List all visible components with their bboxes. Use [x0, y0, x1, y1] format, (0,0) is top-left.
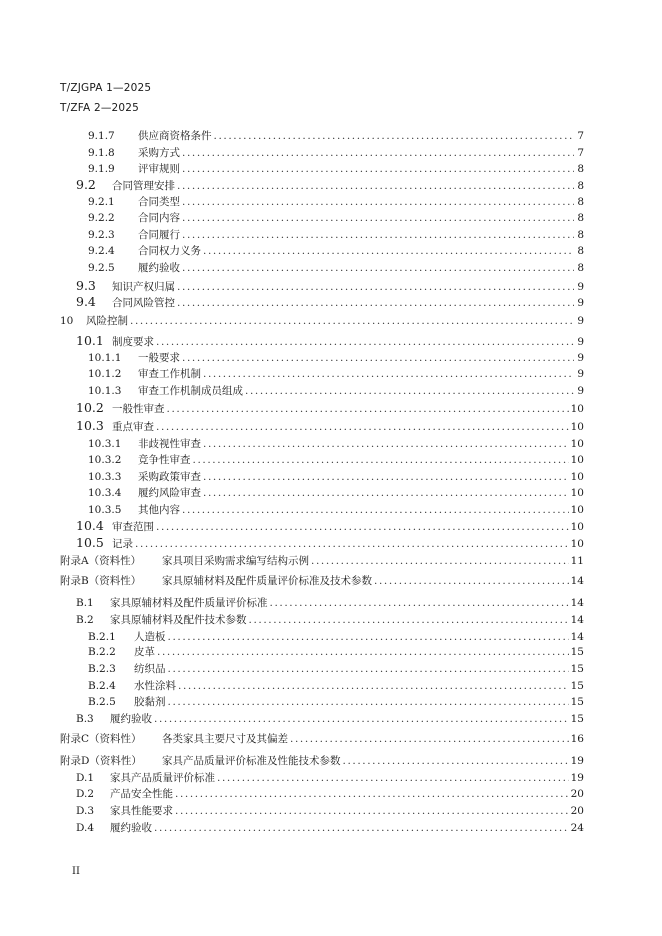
toc-entry-number: 9.2.5: [88, 262, 115, 274]
toc-entry-number: B.2.5: [88, 696, 116, 708]
toc-entry-title: 采购政策审查: [138, 471, 201, 483]
toc-entry[interactable]: [60, 314, 584, 328]
toc-entry-title: 纺织品: [134, 663, 166, 675]
toc-entry-number: B.2.1: [88, 631, 116, 643]
toc-entry[interactable]: [76, 279, 584, 293]
toc-entry[interactable]: [88, 261, 584, 275]
toc-entry-title: 履约验收: [110, 713, 152, 725]
toc-entry[interactable]: [88, 453, 584, 467]
toc-entry-number: 9.1.9: [88, 163, 115, 175]
toc-dot-leader: [156, 335, 574, 349]
toc-entry[interactable]: [76, 536, 584, 550]
toc-entry-title: 家具产品质量评价标准: [110, 772, 215, 784]
toc-entry-title: 一般要求: [138, 352, 180, 364]
toc-dot-leader: [177, 280, 574, 294]
toc-entry-page: 19: [570, 755, 584, 767]
toc-entry-page: 7: [577, 130, 584, 142]
toc-entry-title: 审查工作机制成员组成: [138, 385, 243, 397]
toc-entry-number: 9.2.3: [88, 229, 115, 241]
toc-dot-leader: [182, 146, 574, 160]
toc-entry-title: 家具原辅材料及配件质量评价标准: [110, 597, 268, 609]
toc-entry[interactable]: [76, 295, 584, 309]
toc-entry-title: 竞争性审查: [138, 454, 191, 466]
toc-entry-number: B.2: [76, 614, 94, 626]
toc-entry-number: 附录D（资料性）: [60, 755, 142, 767]
toc-entry-page: 10: [570, 487, 584, 499]
toc-entry[interactable]: [60, 574, 584, 588]
toc-entry[interactable]: [88, 695, 584, 709]
toc-entry-number: 附录A（资料性）: [60, 555, 142, 567]
toc-entry-number: B.2.2: [88, 646, 116, 658]
toc-entry-page: 16: [570, 733, 584, 745]
toc-entry[interactable]: [88, 129, 584, 143]
toc-entry-page: 8: [577, 262, 584, 274]
toc-entry-title: 水性涂料: [134, 680, 176, 692]
toc-entry-number: 9.4: [76, 294, 96, 309]
toc-entry-number: B.3: [76, 713, 94, 725]
page-number: II: [72, 866, 80, 877]
toc-entry-number: 9.2.4: [88, 245, 115, 257]
toc-entry-page: 8: [577, 163, 584, 175]
toc-entry-number: 9.2.2: [88, 212, 115, 224]
toc-entry[interactable]: [88, 228, 584, 242]
toc-entry-number: 附录C（资料性）: [60, 733, 142, 745]
toc-entry-title: 家具项目采购需求编写结构示例: [162, 555, 309, 567]
toc-entry-number: 10.1.2: [88, 368, 122, 380]
toc-dot-leader: [175, 787, 569, 801]
toc-entry[interactable]: [76, 787, 584, 801]
toc-entry-title: 重点审查: [112, 421, 154, 433]
toc-entry-title: 合同类型: [138, 196, 180, 208]
toc-dot-leader: [168, 695, 569, 709]
toc-dot-leader: [203, 244, 574, 258]
toc-entry-number: 附录B（资料性）: [60, 575, 142, 587]
toc-dot-leader: [156, 420, 569, 434]
toc-entry[interactable]: [76, 401, 584, 415]
toc-entry-page: 10: [570, 454, 584, 466]
toc-dot-leader: [203, 367, 574, 381]
toc-entry[interactable]: [88, 384, 584, 398]
toc-entry[interactable]: [76, 178, 584, 192]
toc-entry-page: 9: [577, 315, 584, 327]
toc-entry[interactable]: [88, 367, 584, 381]
toc-entry-title: 评审规则: [138, 163, 180, 175]
toc-entry-title: 皮革: [134, 646, 155, 658]
toc-entry-page: 14: [570, 614, 584, 626]
toc-entry-page: 15: [570, 696, 584, 708]
toc-entry-number: 9.2: [76, 177, 96, 192]
toc-dot-leader: [203, 470, 569, 484]
toc-entry-number: 10.3.4: [88, 487, 122, 499]
toc-entry-number: 10.1: [76, 333, 104, 348]
toc-entry-number: D.1: [76, 772, 95, 784]
toc-entry-number: B.2.4: [88, 680, 116, 692]
toc-dot-leader: [182, 228, 574, 242]
toc-entry-page: 8: [577, 229, 584, 241]
toc-entry[interactable]: [88, 195, 584, 209]
toc-dot-leader: [182, 211, 574, 225]
toc-dot-leader: [130, 314, 574, 328]
toc-dot-leader: [168, 630, 569, 644]
toc-entry[interactable]: [88, 630, 584, 644]
toc-dot-leader: [214, 129, 575, 143]
toc-dot-leader: [154, 712, 569, 726]
toc-dot-leader: [193, 453, 569, 467]
toc-entry-number: B.2.3: [88, 663, 116, 675]
toc-entry-title: 合同风险管控: [112, 297, 175, 309]
toc-entry-title: 合同管理安排: [112, 180, 175, 192]
toc-dot-leader: [156, 520, 569, 534]
toc-entry[interactable]: [76, 519, 584, 533]
toc-entry-page: 9: [577, 385, 584, 397]
toc-entry-title: 风险控制: [86, 315, 128, 327]
toc-entry-number: 10.4: [76, 518, 104, 533]
toc-entry[interactable]: [60, 754, 584, 768]
toc-dot-leader: [203, 486, 569, 500]
toc-entry-title: 履约验收: [138, 262, 180, 274]
toc-entry-title: 记录: [112, 538, 133, 550]
toc-dot-leader: [182, 261, 574, 275]
toc-entry-number: 10.3.5: [88, 504, 122, 516]
toc-entry-number: B.1: [76, 597, 94, 609]
toc-entry[interactable]: [88, 679, 584, 693]
toc-entry-page: 10: [570, 471, 584, 483]
toc-entry[interactable]: [76, 334, 584, 348]
toc-entry-number: 9.2.1: [88, 196, 115, 208]
toc-entry-number: 9.1.8: [88, 147, 115, 159]
toc-entry-page: 15: [570, 713, 584, 725]
toc-dot-leader: [182, 351, 574, 365]
toc-entry[interactable]: [60, 732, 584, 746]
toc-entry-page: 10: [570, 538, 584, 550]
toc-entry-title: 各类家具主要尺寸及其偏差: [162, 733, 288, 745]
toc-entry-page: 8: [577, 180, 584, 192]
toc-entry-page: 14: [570, 631, 584, 643]
toc-entry-page: 11: [570, 555, 584, 567]
toc-entry-page: 15: [570, 663, 584, 675]
toc-entry-title: 审查范围: [112, 521, 154, 533]
toc-entry-page: 7: [577, 147, 584, 159]
toc-entry-page: 14: [570, 597, 584, 609]
toc-entry[interactable]: [88, 486, 584, 500]
toc-entry-page: 10: [570, 438, 584, 450]
toc-entry-title: 知识产权归属: [112, 281, 175, 293]
toc-entry-number: 10.5: [76, 535, 104, 550]
toc-dot-leader: [217, 771, 569, 785]
toc-dot-leader: [374, 574, 569, 588]
toc-entry-title: 制度要求: [112, 336, 154, 348]
toc-entry-title: 人造板: [134, 631, 166, 643]
toc-entry-page: 9: [577, 352, 584, 364]
toc-entry[interactable]: [88, 211, 584, 225]
toc-entry[interactable]: [88, 146, 584, 160]
toc-dot-leader: [249, 613, 569, 627]
toc-dot-leader: [290, 732, 569, 746]
toc-entry-title: 采购方式: [138, 147, 180, 159]
toc-entry-title: 合同履行: [138, 229, 180, 241]
toc-entry[interactable]: [60, 554, 584, 568]
toc-entry-title: 产品安全性能: [110, 788, 173, 800]
toc-entry[interactable]: [76, 804, 584, 818]
toc-entry[interactable]: [88, 662, 584, 676]
toc-dot-leader: [270, 596, 569, 610]
toc-entry-page: 19: [570, 772, 584, 784]
toc-entry-page: 20: [570, 788, 584, 800]
toc-entry-title: 履约风险审查: [138, 487, 201, 499]
toc-entry[interactable]: [76, 771, 584, 785]
toc-entry[interactable]: [76, 613, 584, 627]
toc-entry-page: 10: [570, 403, 584, 415]
toc-dot-leader: [182, 503, 569, 517]
toc-dot-leader: [177, 179, 574, 193]
toc-dot-leader: [157, 645, 569, 659]
toc-entry[interactable]: [88, 437, 584, 451]
standard-number-2: T/ZFA 2—2025: [60, 102, 140, 114]
toc-dot-leader: [178, 679, 569, 693]
toc-entry[interactable]: [88, 645, 584, 659]
toc-dot-leader: [245, 384, 574, 398]
toc-entry-number: D.4: [76, 822, 95, 834]
toc-entry[interactable]: [88, 162, 584, 176]
toc-entry-page: 15: [570, 680, 584, 692]
toc-dot-leader: [311, 554, 569, 568]
toc-entry-title: 家具原辅材料及配件技术参数: [110, 614, 247, 626]
toc-entry-title: 其他内容: [138, 504, 180, 516]
toc-entry-number: D.3: [76, 805, 95, 817]
toc-entry-number: D.2: [76, 788, 95, 800]
toc-entry-page: 10: [570, 421, 584, 433]
toc-entry-title: 履约验收: [110, 822, 152, 834]
toc-dot-leader: [175, 804, 569, 818]
toc-dot-leader: [168, 662, 569, 676]
toc-entry-number: 10.3.2: [88, 454, 122, 466]
toc-entry[interactable]: [88, 470, 584, 484]
toc-entry-title: 非歧视性审查: [138, 438, 201, 450]
toc-entry-page: 8: [577, 196, 584, 208]
toc-entry[interactable]: [76, 596, 584, 610]
toc-entry-title: 审查工作机制: [138, 368, 201, 380]
toc-dot-leader: [182, 162, 574, 176]
toc-entry-number: 10.3.1: [88, 438, 122, 450]
toc-entry-page: 10: [570, 504, 584, 516]
toc-entry-page: 9: [577, 297, 584, 309]
toc-entry-page: 8: [577, 212, 584, 224]
toc-entry-page: 14: [570, 575, 584, 587]
toc-entry-page: 24: [570, 822, 584, 834]
toc-dot-leader: [177, 296, 574, 310]
toc-entry-page: 9: [577, 336, 584, 348]
toc-entry-number: 9.3: [76, 278, 96, 293]
toc-entry[interactable]: [88, 351, 584, 365]
toc-entry[interactable]: [76, 712, 584, 726]
toc-entry-number: 10.3.3: [88, 471, 122, 483]
toc-entry-title: 胶黏剂: [134, 696, 166, 708]
toc-entry-title: 家具原辅材料及配件质量评价标准及技术参数: [162, 575, 372, 587]
toc-dot-leader: [167, 402, 569, 416]
toc-entry-title: 一般性审查: [112, 403, 165, 415]
toc-dot-leader: [135, 537, 569, 551]
toc-entry-title: 家具性能要求: [110, 805, 173, 817]
toc-dot-leader: [154, 821, 569, 835]
toc-entry-title: 供应商资格条件: [138, 130, 212, 142]
toc-entry-page: 9: [577, 281, 584, 293]
toc-entry-page: 9: [577, 368, 584, 380]
toc-entry-title: 家具产品质量评价标准及性能技术参数: [162, 755, 341, 767]
toc-entry-number: 10.1.3: [88, 385, 122, 397]
toc-entry-number: 10.2: [76, 400, 104, 415]
toc-entry-page: 20: [570, 805, 584, 817]
standard-number-1: T/ZJGPA 1—2025: [60, 82, 152, 94]
toc-entry[interactable]: [76, 821, 584, 835]
toc-entry[interactable]: [88, 244, 584, 258]
toc-entry[interactable]: [88, 503, 584, 517]
toc-entry-number: 9.1.7: [88, 130, 115, 142]
toc-entry-number: 10.3: [76, 418, 104, 433]
toc-dot-leader: [343, 754, 569, 768]
toc-entry-number: 10.1.1: [88, 352, 122, 364]
toc-dot-leader: [203, 437, 569, 451]
toc-entry-number: 10: [60, 315, 74, 327]
toc-entry-page: 10: [570, 521, 584, 533]
toc-dot-leader: [182, 195, 574, 209]
toc-entry-page: 8: [577, 245, 584, 257]
toc-entry-title: 合同内容: [138, 212, 180, 224]
toc-entry-page: 15: [570, 646, 584, 658]
toc-entry-title: 合同权力义务: [138, 245, 201, 257]
toc-entry[interactable]: [76, 419, 584, 433]
